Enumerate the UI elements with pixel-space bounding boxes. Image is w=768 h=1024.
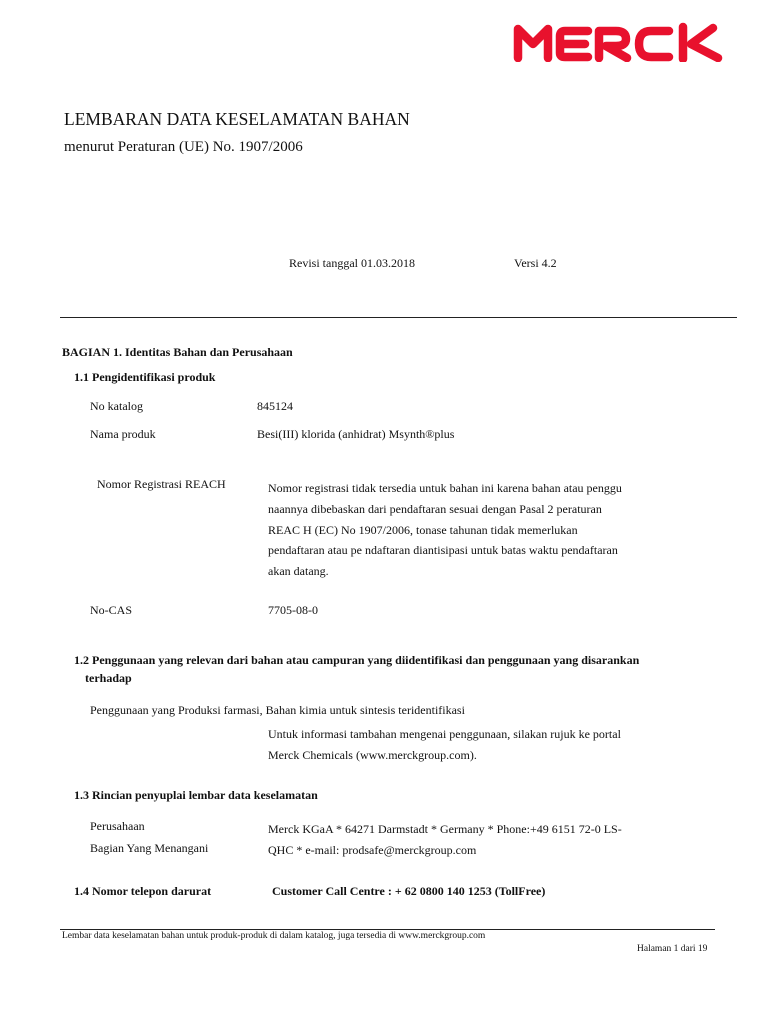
subsection-heading-1-3: 1.3 Rincian penyuplai lembar data keselamatan	[74, 788, 318, 802]
footer-note: Lembar data keselamatan bahan untuk produk-produk di dalam katalog, juga tersedia di www.merckgroup.com	[62, 931, 486, 941]
company-label: Perusahaan	[90, 819, 145, 833]
product-name-value: Besi(III) klorida (anhidrat) Msynth®plus	[257, 427, 455, 441]
section-heading: BAGIAN 1. Identitas Bahan dan Perusahaan	[62, 345, 293, 359]
subsection-heading-1-2: 1.2 Penggunaan yang relevan dari bahan atau campuran yang diidentifikasi dan penggunaan yang disarankan	[74, 653, 640, 667]
subsection-heading-1-2-cont: terhadap	[85, 671, 132, 685]
usage-info-line: Merck Chemicals (www.merckgroup.com).	[268, 747, 477, 762]
usage-info-line: Untuk informasi tambahan mengenai penggunaan, silakan rujuk ke portal	[268, 727, 621, 741]
footer-divider	[60, 929, 715, 930]
version: Versi 4.2	[514, 256, 557, 270]
catalog-label: No katalog	[90, 399, 143, 413]
reach-text	[268, 478, 622, 582]
reach-line: Nomor registrasi tidak tersedia untuk bahan ini karena bahan atau penggu	[268, 481, 622, 495]
revision-date: Revisi tanggal 01.03.2018	[289, 256, 415, 270]
catalog-value: 845124	[257, 399, 293, 413]
header-divider	[60, 317, 737, 318]
cas-value: 7705-08-0	[268, 603, 318, 617]
subsection-heading-1-4: 1.4 Nomor telepon darurat	[74, 884, 212, 898]
reach-line: naannya dibebaskan dari pendaftaran sesuai dengan Pasal 2 peraturan	[268, 501, 602, 516]
company-line: QHC * e-mail: prodsafe@merckgroup.com	[268, 842, 477, 857]
reach-line: REAC H (EC) No 1907/2006, tonase tahunan tidak memerlukan	[268, 522, 578, 537]
document-subtitle: menurut Peraturan (UE) No. 1907/2006	[64, 139, 303, 155]
document-title: LEMBARAN DATA KESELAMATAN BAHAN	[64, 109, 410, 129]
identified-usage: Penggunaan yang Produksi farmasi, Bahan kimia untuk sintesis teridentifikasi	[90, 703, 465, 717]
reach-line: pendaftaran atau pe ndaftaran diantisipasi untuk batas waktu pendaftaran	[268, 543, 618, 558]
reach-line: akan datang.	[268, 564, 329, 579]
merck-logo-icon	[513, 22, 737, 62]
usage-info	[268, 724, 621, 765]
department-label: Bagian Yang Menangani	[90, 841, 209, 855]
merck-logo	[513, 22, 737, 67]
cas-label: No-CAS	[90, 603, 133, 617]
emergency-phone: Customer Call Centre : + 62 0800 140 1253 (TollFree)	[272, 884, 546, 898]
company-details	[268, 819, 622, 860]
product-name-label: Nama produk	[90, 427, 156, 441]
reach-label: Nomor Registrasi REACH	[97, 477, 226, 491]
company-line: Merck KGaA * 64271 Darmstadt * Germany * Phone:+49 6151 72-0 LS-	[268, 822, 622, 836]
subsection-heading-1-1: 1.1 Pengidentifikasi produk	[74, 370, 216, 384]
page-number: Halaman 1 dari 19	[637, 944, 708, 954]
